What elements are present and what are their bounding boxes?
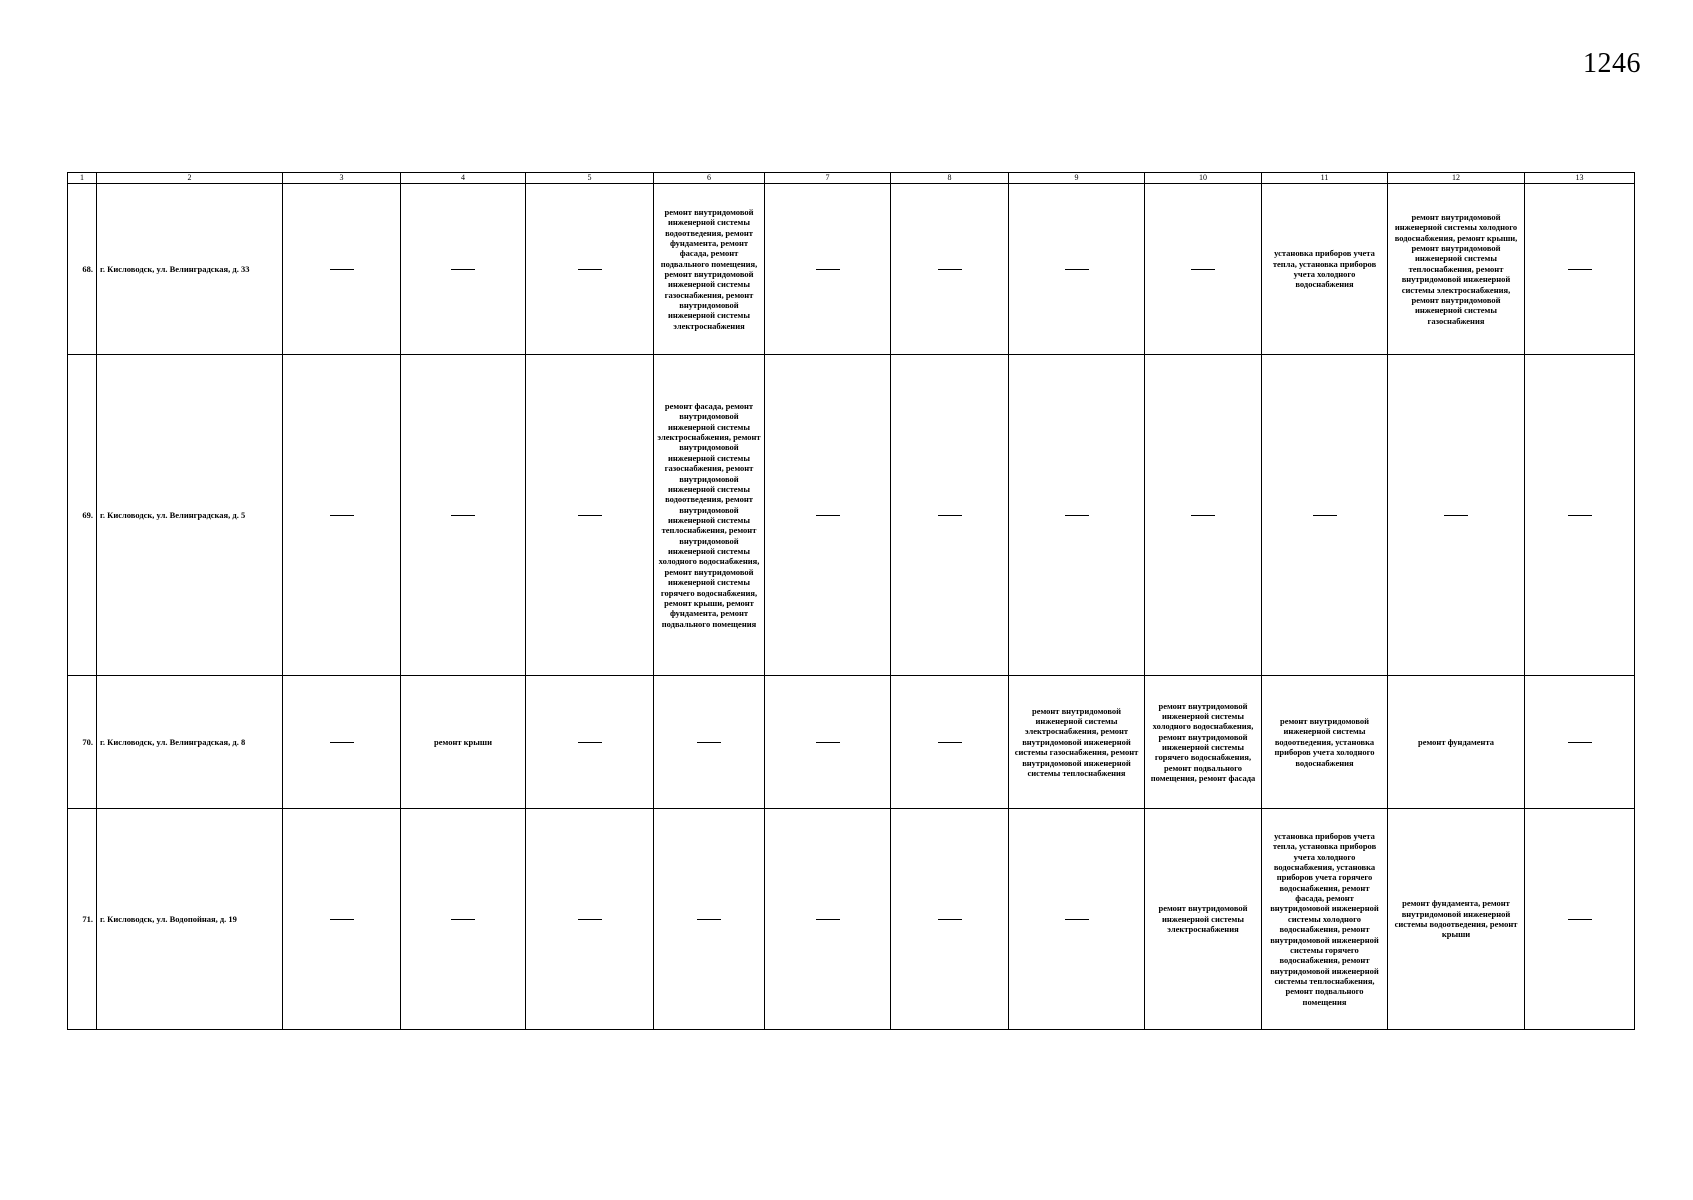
work-cell: ремонт внутридомовой инженерной системы водоотведения, установка приборов учета холодного водоснабжения — [1262, 676, 1388, 809]
dash-mark — [451, 919, 475, 920]
dash-mark — [451, 269, 475, 270]
work-cell: ремонт внутридомовой инженерной системы водоотведения, ремонт фундамента, ремонт фасада, ремонт подвального помещения, ремонт внутридомовой инженерной системы газоснабжения, ремонт внутридомовой инженерной системы электроснабжения — [654, 184, 765, 355]
row-number: 70. — [68, 676, 97, 809]
empty-cell — [1009, 809, 1145, 1030]
dash-mark — [1191, 515, 1215, 516]
column-header: 9 — [1009, 173, 1145, 184]
dash-mark — [578, 919, 602, 920]
empty-cell — [1145, 184, 1262, 355]
empty-cell — [1525, 676, 1635, 809]
dash-mark — [578, 742, 602, 743]
column-number-row — [68, 173, 1635, 184]
empty-cell — [283, 184, 401, 355]
dash-mark — [578, 269, 602, 270]
empty-cell — [283, 355, 401, 676]
empty-cell — [891, 184, 1009, 355]
empty-cell — [526, 184, 654, 355]
dash-mark — [938, 269, 962, 270]
column-header: 5 — [526, 173, 654, 184]
dash-mark — [330, 269, 354, 270]
dash-mark — [697, 919, 721, 920]
dash-mark — [938, 742, 962, 743]
work-cell: ремонт фундамента — [1388, 676, 1525, 809]
column-header: 6 — [654, 173, 765, 184]
dash-mark — [1568, 269, 1592, 270]
column-header: 2 — [97, 173, 283, 184]
dash-mark — [1568, 919, 1592, 920]
empty-cell — [401, 809, 526, 1030]
empty-cell — [401, 184, 526, 355]
empty-cell — [1525, 184, 1635, 355]
dash-mark — [1444, 515, 1468, 516]
empty-cell — [891, 809, 1009, 1030]
dash-mark — [938, 515, 962, 516]
column-header: 8 — [891, 173, 1009, 184]
empty-cell — [526, 676, 654, 809]
column-header: 10 — [1145, 173, 1262, 184]
dash-mark — [816, 742, 840, 743]
column-header: 11 — [1262, 173, 1388, 184]
address-cell: г. Кисловодск, ул. Велинградская, д. 33 — [97, 184, 283, 355]
work-cell: ремонт фундамента, ремонт внутридомовой инженерной системы водоотведения, ремонт крыши — [1388, 809, 1525, 1030]
dash-mark — [697, 742, 721, 743]
empty-cell — [283, 809, 401, 1030]
dash-mark — [816, 269, 840, 270]
page-number: 1246 — [1583, 48, 1641, 79]
empty-cell — [526, 355, 654, 676]
dash-mark — [330, 742, 354, 743]
empty-cell — [401, 355, 526, 676]
work-cell: ремонт внутридомовой инженерной системы электроснабжения, ремонт внутридомовой инженерной системы газоснабжения, ремонт внутридомовой инженерной системы теплоснабжения — [1009, 676, 1145, 809]
empty-cell — [526, 809, 654, 1030]
dash-mark — [1065, 269, 1089, 270]
address-cell: г. Кисловодск, ул. Водопойная, д. 19 — [97, 809, 283, 1030]
column-header: 13 — [1525, 173, 1635, 184]
empty-cell — [654, 809, 765, 1030]
dash-mark — [1568, 742, 1592, 743]
address-cell: г. Кисловодск, ул. Велинградская, д. 8 — [97, 676, 283, 809]
empty-cell — [765, 809, 891, 1030]
empty-cell — [1009, 355, 1145, 676]
repair-schedule-table — [67, 172, 1635, 1030]
dash-mark — [816, 919, 840, 920]
dash-mark — [1568, 515, 1592, 516]
dash-mark — [330, 515, 354, 516]
address-cell: г. Кисловодск, ул. Велинградская, д. 5 — [97, 355, 283, 676]
row-number: 68. — [68, 184, 97, 355]
table-row — [68, 184, 1635, 355]
dash-mark — [938, 919, 962, 920]
dash-mark — [1191, 269, 1215, 270]
empty-cell — [1262, 355, 1388, 676]
empty-cell — [1145, 355, 1262, 676]
table-row — [68, 355, 1635, 676]
column-header: 1 — [68, 173, 97, 184]
column-header: 7 — [765, 173, 891, 184]
empty-cell — [654, 676, 765, 809]
column-header: 3 — [283, 173, 401, 184]
dash-mark — [451, 515, 475, 516]
empty-cell — [891, 355, 1009, 676]
empty-cell — [1525, 355, 1635, 676]
work-cell: ремонт внутридомовой инженерной системы холодного водоснабжения, ремонт внутридомовой инженерной системы горячего водоснабжения, ремонт подвального помещения, ремонт фасада — [1145, 676, 1262, 809]
row-number: 71. — [68, 809, 97, 1030]
empty-cell — [765, 355, 891, 676]
column-header: 4 — [401, 173, 526, 184]
work-cell: установка приборов учета тепла, установка приборов учета холодного водоснабжения — [1262, 184, 1388, 355]
empty-cell — [283, 676, 401, 809]
dash-mark — [1065, 919, 1089, 920]
dash-mark — [816, 515, 840, 516]
dash-mark — [578, 515, 602, 516]
empty-cell — [1009, 184, 1145, 355]
table-row — [68, 676, 1635, 809]
dash-mark — [1313, 515, 1337, 516]
work-cell: ремонт фасада, ремонт внутридомовой инженерной системы электроснабжения, ремонт внутридомовой инженерной системы газоснабжения, ремонт внутридомовой инженерной системы водоотведения, ремонт внутридомовой инженерной системы теплоснабжения, ремонт внутридомовой инженерной системы холодного водоснабжения, ремонт внутридомовой инженерной системы горячего водоснабжения, ремонт крыши, ремонт фундамента, ремонт подвального помещения — [654, 355, 765, 676]
work-cell: ремонт внутридомовой инженерной системы холодного водоснабжения, ремонт крыши, ремонт внутридомовой инженерной системы теплоснабжения, ремонт внутридомовой инженерной системы электроснабжения, ремонт внутридомовой инженерной системы газоснабжения — [1388, 184, 1525, 355]
dash-mark — [1065, 515, 1089, 516]
column-header: 12 — [1388, 173, 1525, 184]
empty-cell — [1525, 809, 1635, 1030]
table-row — [68, 809, 1635, 1030]
empty-cell — [765, 184, 891, 355]
empty-cell — [1388, 355, 1525, 676]
dash-mark — [330, 919, 354, 920]
work-cell: ремонт крыши — [401, 676, 526, 809]
empty-cell — [765, 676, 891, 809]
work-cell: ремонт внутридомовой инженерной системы электроснабжения — [1145, 809, 1262, 1030]
row-number: 69. — [68, 355, 97, 676]
work-cell: установка приборов учета тепла, установка приборов учета холодного водоснабжения, установка приборов учета горячего водоснабжения, ремонт фасада, ремонт внутридомовой инженерной системы холодного водоснабжения, ремонт внутридомовой инженерной системы горячего водоснабжения, ремонт внутридомовой инженерной системы теплоснабжения, ремонт подвального помещения — [1262, 809, 1388, 1030]
empty-cell — [891, 676, 1009, 809]
